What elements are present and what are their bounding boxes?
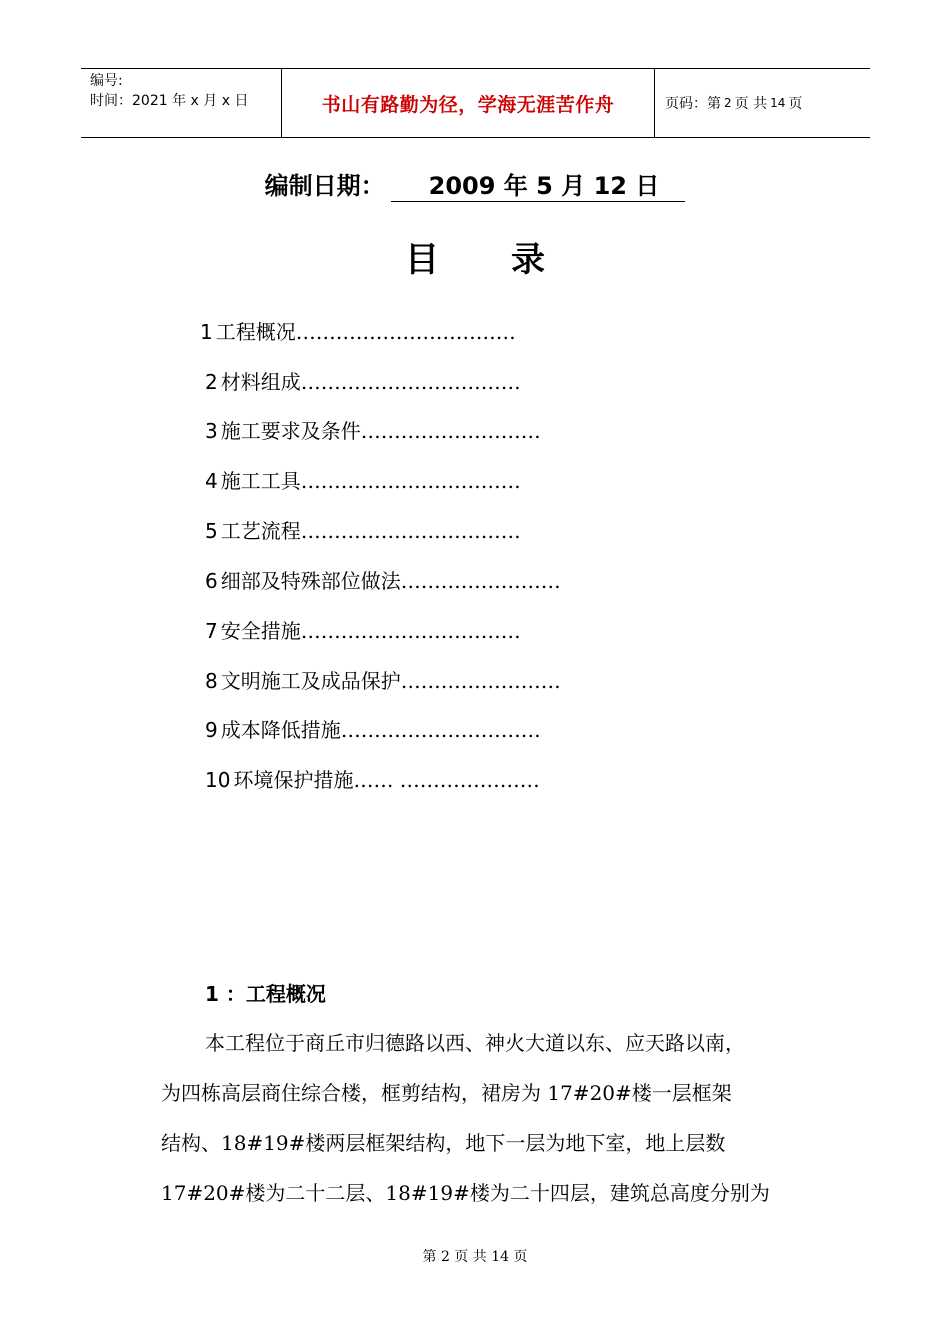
toc-item-title: 成本降低措施	[220, 718, 341, 742]
compile-date	[0, 166, 950, 202]
toc-item[interactable]	[205, 665, 561, 694]
body-line: 结构、18#19#楼两层框架结构，地下一层为地下室，地上层数	[161, 1131, 726, 1155]
toc-item[interactable]	[205, 415, 541, 444]
page-footer: 第 2 页 共 14 页	[422, 1249, 528, 1265]
toc-item-title: 环境保护措施	[233, 768, 354, 792]
body-line: 本工程位于商丘市归德路以西、神火大道以东、应天路以南，	[205, 1031, 745, 1055]
header-motto: 书山有路勤为径，学海无涯苦作舟	[282, 69, 655, 137]
toc-item-number: 1	[200, 320, 213, 344]
toc-item-title: 工艺流程	[220, 519, 301, 543]
page-header	[81, 68, 870, 138]
toc-item[interactable]	[205, 565, 561, 594]
toc-item[interactable]	[205, 714, 541, 743]
toc-item-number: 8	[205, 669, 218, 693]
section-body	[161, 1018, 801, 1218]
toc-item-leader: …… …………………	[353, 768, 540, 792]
toc-item[interactable]	[205, 615, 521, 644]
toc-item[interactable]	[205, 764, 540, 793]
toc-item-title: 文明施工及成品保护	[220, 669, 401, 693]
toc-item-number: 4	[205, 469, 218, 493]
toc-item-number: 10	[205, 768, 231, 792]
page-mid: 页 共	[734, 96, 768, 112]
toc-item-leader: ……………………	[400, 569, 561, 593]
toc-item-leader: ……………………………	[295, 320, 516, 344]
page-prefix: 页码：第	[665, 96, 721, 112]
toc-item-title: 安全措施	[220, 619, 301, 643]
toc-item-title: 施工工具	[220, 469, 301, 493]
toc-title: 目录	[405, 240, 617, 280]
toc-item-number: 2	[205, 370, 218, 394]
toc-item-number: 6	[205, 569, 218, 593]
toc-item-leader: ……………………	[400, 669, 561, 693]
toc-item-leader: …………………………	[340, 718, 541, 742]
toc-item-leader: ……………………………	[300, 370, 521, 394]
document-time: 时间：2021 年 x 月 x 日	[90, 93, 249, 109]
page-current: 2	[724, 96, 732, 110]
toc-item[interactable]	[205, 366, 521, 395]
document-number-label: 编号:	[90, 73, 123, 89]
toc-item-number: 5	[205, 519, 218, 543]
toc-item-number: 9	[205, 718, 218, 742]
toc-item-title: 细部及特殊部位做法	[220, 569, 401, 593]
toc-item-title: 工程概况	[215, 320, 296, 344]
compile-date-value: 2009 年 5 月 12 日	[391, 166, 686, 202]
toc-item[interactable]	[205, 515, 521, 544]
body-line: 17#20#楼为二十二层、18#19#楼为二十四层，建筑总高度分别为	[161, 1181, 770, 1205]
compile-date-label: 编制日期：	[264, 172, 385, 200]
toc-item-title: 材料组成	[220, 370, 301, 394]
toc-item-number: 7	[205, 619, 218, 643]
header-page-info	[655, 69, 870, 137]
page-suffix: 页	[788, 96, 803, 112]
toc-item-leader: ……………………………	[300, 469, 521, 493]
toc-item[interactable]	[205, 465, 521, 494]
page-total: 14	[770, 96, 786, 110]
section-heading: 1 ：工程概况	[205, 982, 326, 1006]
toc-item-title: 施工要求及条件	[220, 419, 361, 443]
toc-item-leader: ……………………………	[300, 519, 521, 543]
header-meta	[81, 69, 282, 137]
body-line: 为四栋高层商住综合楼，框剪结构，裙房为 17#20#楼一层框架	[161, 1081, 732, 1105]
toc-item-leader: ……………………………	[300, 619, 521, 643]
toc-item[interactable]	[200, 316, 516, 345]
toc-item-number: 3	[205, 419, 218, 443]
toc-item-leader: ………………………	[360, 419, 541, 443]
